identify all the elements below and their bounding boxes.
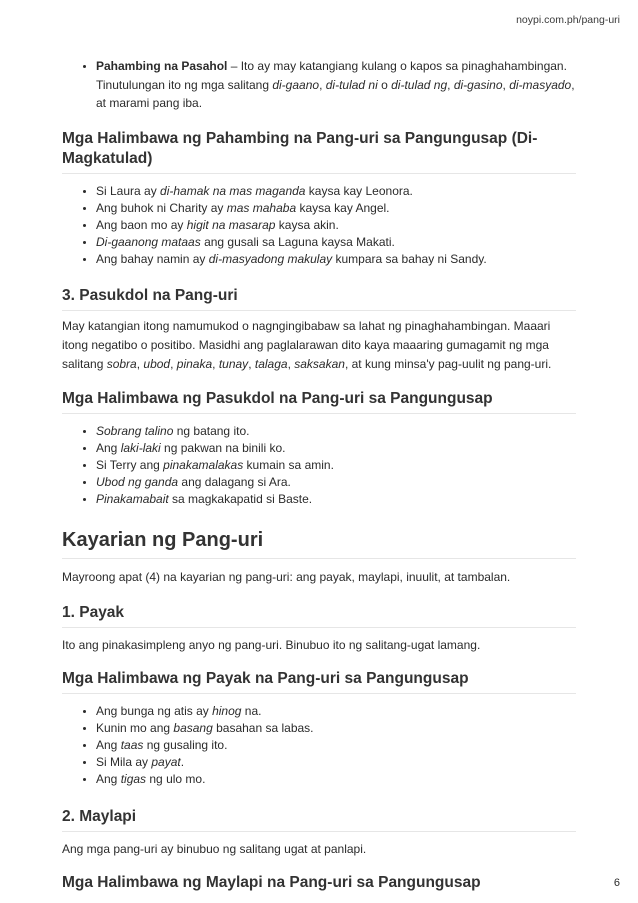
intro-list (62, 57, 576, 113)
page-content (62, 57, 576, 897)
section-heading: 3. Pasukdol na Pang-uri (62, 286, 576, 311)
body-paragraph: May katangian itong namumukod o nagngingibabaw sa lahat ng pinaghahambingan. Maaari itong negatibo o positibo. Masidhi ang paglalarawan dito kaya maaaring gumagamit ng mga salitang sobra, ubod, pinaka, tunay, talaga, saksakan, at kung minsa'y pag-uulit ng pang-uri. (62, 318, 552, 371)
list-item: • Ang taas ng gusaling ito. (96, 737, 576, 754)
list-item: • Sobrang talino ng batang ito. (96, 423, 576, 440)
section-heading: Mga Halimbawa ng Pahambing na Pang-uri sa Pangungusap (Di-Magkatulad) (62, 129, 576, 174)
section-heading: Mga Halimbawa ng Payak na Pang-uri sa Pangungusap (62, 669, 576, 694)
example-list (62, 703, 576, 789)
page-number: 6 (613, 877, 620, 889)
term-label: Pahambing na Pasahol (96, 59, 228, 73)
section-heading: Mga Halimbawa ng Pasukdol na Pang-uri sa Pangungusap (62, 389, 576, 414)
section-heading: Mga Halimbawa ng Maylapi na Pang-uri sa Pangungusap (62, 873, 481, 891)
section-heading: 1. Payak (62, 603, 576, 628)
list-item: • Ang bunga ng atis ay hinog na. (96, 703, 576, 720)
body-paragraph: Ang mga pang-uri ay binubuo ng salitang ugat at panlapi. (62, 841, 367, 856)
list-item: • Ang baon mo ay higit na masarap kaysa akin. (96, 217, 576, 234)
list-item: • Kunin mo ang basang basahan sa labas. (96, 720, 576, 737)
list-item: • Pinakamabait sa magkakapatid si Baste. (96, 491, 576, 508)
list-item: • Ang buhok ni Charity ay mas mahaba kaysa kay Angel. (96, 200, 576, 217)
example-list (62, 183, 576, 269)
major-heading: Kayarian ng Pang-uri (62, 527, 576, 559)
source-url: noypi.com.ph/pang-uri (516, 14, 620, 26)
list-item: • Ang laki-laki ng pakwan na binili ko. (96, 440, 576, 457)
section-heading: 2. Maylapi (62, 807, 576, 832)
body-paragraph: Mayroong apat (4) na kayarian ng pang-uri: ang payak, maylapi, inuulit, at tambalan. (62, 569, 511, 584)
list-item: • Si Laura ay di-hamak na mas maganda kaysa kay Leonora. (96, 183, 576, 200)
list-item: • Ubod ng ganda ang dalagang si Ara. (96, 474, 576, 491)
list-item: • Ang bahay namin ay di-masyadong makulay kumpara sa bahay ni Sandy. (96, 251, 576, 268)
list-item: • Si Mila ay payat. (96, 754, 576, 771)
list-item: • Di-gaanong mataas ang gusali sa Laguna kaysa Makati. (96, 234, 576, 251)
body-paragraph: Ito ang pinakasimpleng anyo ng pang-uri. Binubuo ito ng salitang-ugat lamang. (62, 637, 481, 652)
example-list (62, 423, 576, 509)
list-item: • Ang tigas ng ulo mo. (96, 771, 576, 788)
list-item: • Si Terry ang pinakamalakas kumain sa amin. (96, 457, 576, 474)
list-item: • Pahambing na Pasahol – Ito ay may katangiang kulang o kapos sa pinaghahambingan. Tinutulungan ito ng mga salitang di-gaano, di-tulad ni o di-tulad ng, di-gasino, di-masyado, at marami pang iba. (96, 57, 576, 113)
